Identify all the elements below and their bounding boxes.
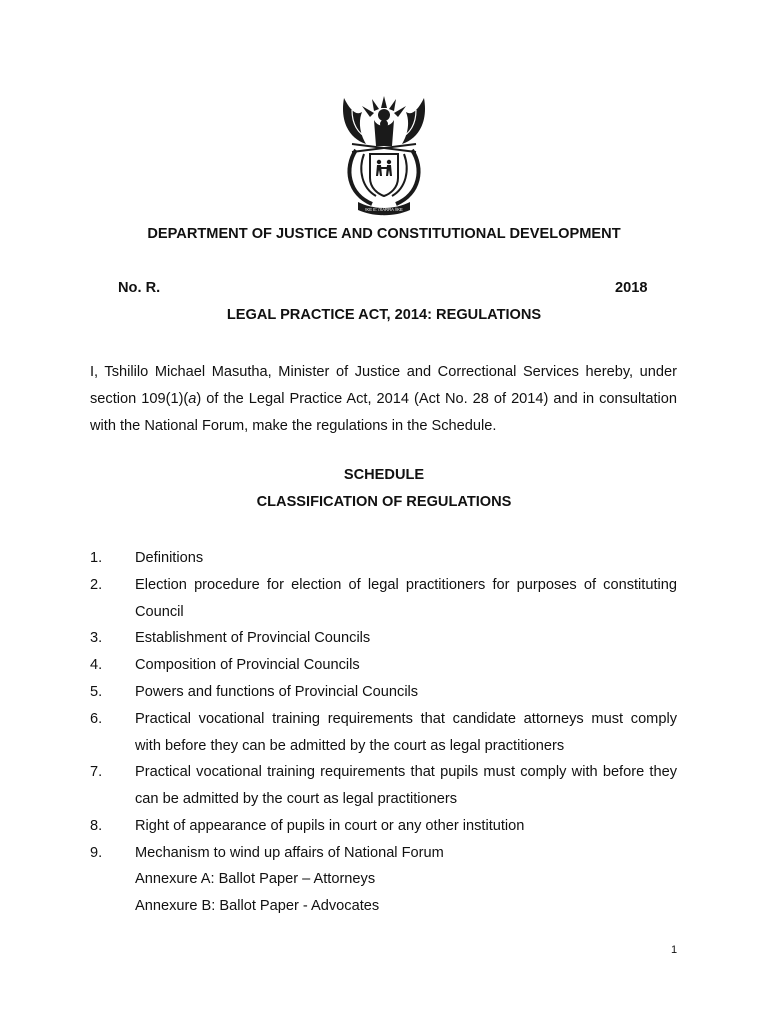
list-item-text: Election procedure for election of legal practitioners for purposes of constituting Council (135, 576, 677, 620)
notice-year: 2018 (615, 280, 648, 296)
list-item (90, 840, 677, 867)
list-item-text: Practical vocational training requirements that pupils must comply with before they can be admitted by the court as legal practitioners (135, 764, 677, 808)
list-item (90, 759, 677, 813)
list-item-number: 9. (90, 844, 103, 861)
list-item-text: Definitions (135, 550, 204, 566)
page-number: 1 (671, 944, 678, 956)
list-item-number: 4. (90, 657, 103, 674)
notice-number: No. R. (118, 280, 161, 296)
list-item-number: 2. (90, 576, 103, 593)
list-item (90, 679, 677, 706)
list-item-text: Mechanism to wind up affairs of National Forum (135, 844, 444, 861)
list-item (90, 652, 677, 679)
intro-text-1: I, Tshililo Michael Masutha, Minister of Justice and Correctional Services hereby, under section 109(1)( (90, 364, 677, 407)
department-heading: DEPARTMENT OF JUSTICE AND CONSTITUTIONAL DEVELOPMENT (147, 226, 621, 242)
list-item-text: Composition of Provincial Councils (135, 657, 360, 674)
intro-text-2: ) of the Legal Practice Act, 2014 (Act No. 28 of 2014) and in consultation with the National Forum, make the regulations in the Schedule. (90, 390, 677, 434)
intro-italic: a (188, 390, 197, 407)
list-item (90, 706, 677, 760)
annexure-a: Annexure A: Ballot Paper – Attorneys (135, 871, 376, 887)
list-item-text: Powers and functions of Provincial Councils (135, 683, 419, 700)
list-item (90, 572, 677, 626)
list-item-text: Establishment of Provincial Councils (135, 630, 371, 647)
coat-of-arms-icon (338, 90, 430, 218)
list-item-number: 7. (90, 764, 103, 781)
list-item-text: Right of appearance of pupils in court or any other institution (135, 817, 525, 834)
list-item-number: 6. (90, 710, 103, 727)
intro-paragraph (90, 359, 677, 439)
svg-text:!KE E: /XARRA //KE: !KE E: /XARRA //KE (365, 207, 403, 212)
list-item (90, 625, 677, 652)
list-item (90, 545, 677, 572)
regulations-list (90, 545, 677, 867)
list-item (90, 813, 677, 840)
annexure-b: Annexure B: Ballot Paper - Advocates (135, 898, 380, 914)
schedule-heading: SCHEDULE (343, 467, 425, 483)
list-item-number: 3. (90, 630, 103, 647)
classification-heading: CLASSIFICATION OF REGULATIONS (256, 494, 512, 510)
document-title: LEGAL PRACTICE ACT, 2014: REGULATIONS (226, 307, 542, 323)
list-item-number: 1. (90, 550, 103, 566)
list-item-number: 5. (90, 683, 103, 700)
list-item-number: 8. (90, 817, 103, 834)
list-item-text: Practical vocational training requirements that candidate attorneys must comply with before they can be admitted by the court as legal practitioners (135, 710, 677, 754)
